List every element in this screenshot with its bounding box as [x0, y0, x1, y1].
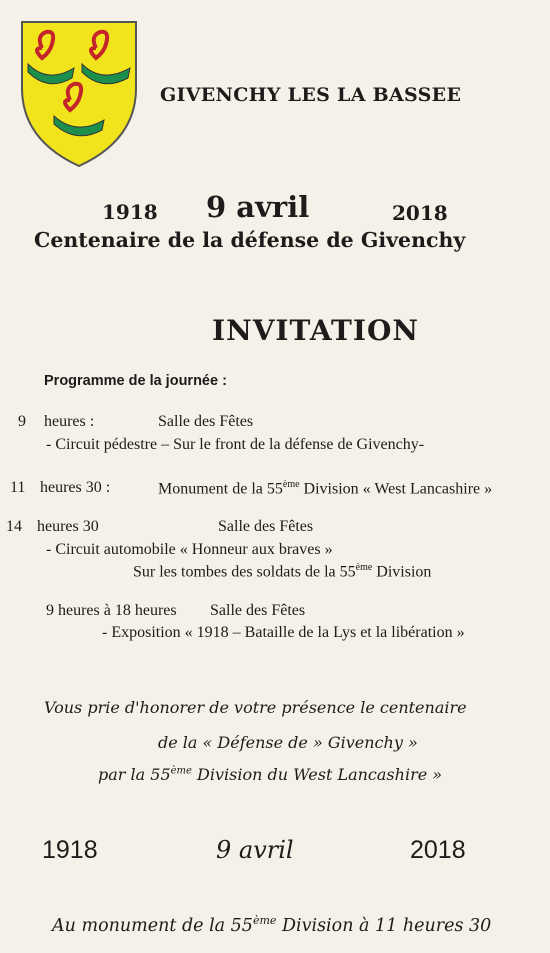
monument-time-line: Au monument de la 55ème Division à 11 heures 30: [52, 914, 492, 936]
invitation-title: INVITATION: [212, 314, 419, 347]
invite-line-2: de la « Défense de » Givenchy »: [158, 733, 418, 752]
programme-time: 9 heures à 18 heures: [46, 602, 177, 619]
footer-year-2018: 2018: [410, 836, 466, 864]
programme-place: Monument de la 55ème Division « West Lancashire »: [158, 479, 493, 498]
programme-place: Salle des Fêtes: [210, 602, 306, 619]
footer-year-1918: 1918: [42, 836, 98, 864]
programme-time: 11: [10, 479, 26, 496]
year-2018: 2018: [392, 201, 448, 225]
year-1918: 1918: [102, 200, 158, 224]
invite-line-1: Vous prie d'honorer de votre présence le centenaire: [44, 698, 467, 717]
invite-line-3: par la 55ème Division du West Lancashire »: [98, 765, 443, 784]
centenary-subtitle: Centenaire de la défense de Givenchy: [34, 228, 466, 252]
date-9-avril: 9 avril: [206, 190, 310, 224]
programme-detail: - Circuit pédestre – Sur le front de la défense de Givenchy-: [46, 436, 425, 453]
programme-detail: - Exposition « 1918 – Bataille de la Lys et la libération »: [102, 624, 465, 641]
programme-time-suffix: heures 30: [37, 518, 99, 535]
programme-time: 9: [18, 413, 26, 430]
coat-of-arms-crest: [18, 18, 140, 170]
programme-place: Salle des Fêtes: [218, 518, 314, 535]
programme-time-suffix: heures 30 :: [40, 479, 111, 496]
footer-date-9-avril: 9 avril: [216, 836, 294, 864]
programme-place: Salle des Fêtes: [158, 413, 254, 430]
town-name: GIVENCHY LES LA BASSEE: [160, 84, 462, 106]
programme-time: 14: [6, 518, 22, 535]
programme-heading: Programme de la journée :: [44, 373, 227, 389]
programme-detail: Sur les tombes des soldats de la 55ème Division: [133, 562, 432, 581]
programme-time-suffix: heures :: [44, 413, 95, 430]
programme-detail: - Circuit automobile « Honneur aux braves »: [46, 541, 333, 558]
